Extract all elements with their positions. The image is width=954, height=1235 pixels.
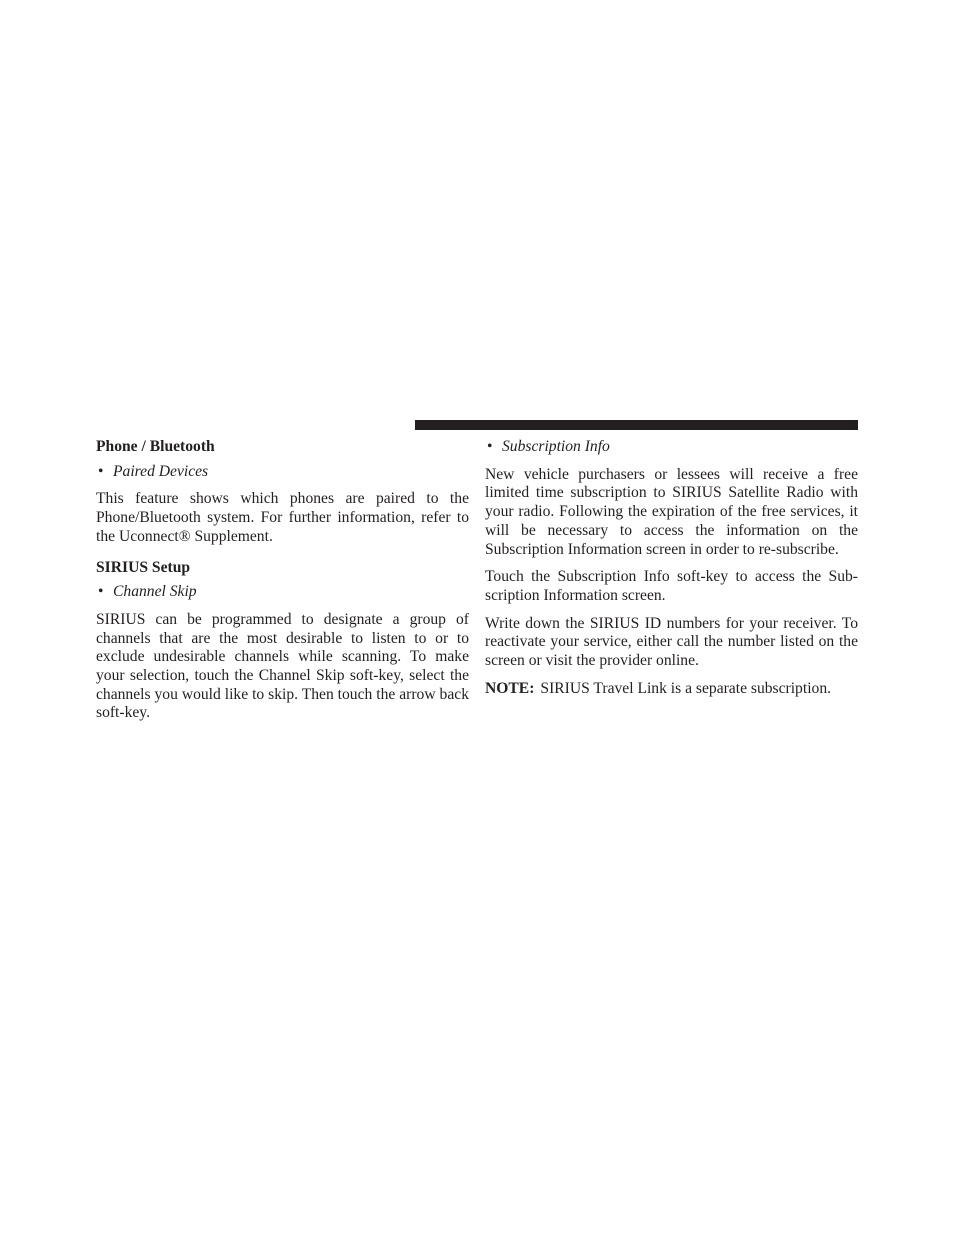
paired-devices-label: Paired Devices (113, 462, 209, 480)
bullet-icon: • (487, 438, 493, 455)
note-text: SIRIUS Travel Link is a separate subscription. (540, 679, 832, 697)
paired-devices-bullet (96, 463, 469, 482)
channel-skip-bullet (96, 583, 469, 602)
phone-bluetooth-heading: Phone / Bluetooth (96, 438, 215, 455)
subscription-para-3: Write down the SIRIUS ID numbers for your receiver. To reactivate your service, either call the number listed on the screen or visit the provider online. (485, 614, 858, 670)
paired-devices-text: This feature shows which phones are paired to the Phone/Bluetooth system. For further information, refer to the Uconnect® Supplement. (96, 490, 469, 545)
subscription-para-1: New vehicle purchasers or lessees will receive a free limited time subscription to SIRIUS Satellite Radio with your radio. Following the expiration of the free services, it will be necessary to access the information on the Subscription Information screen in order to re-subscribe. (485, 465, 858, 558)
note-paragraph (485, 680, 858, 699)
subscription-info-bullet (485, 438, 858, 457)
right-column (485, 438, 858, 707)
subscription-para-2: Touch the Subscription Info soft-key to access the Subscription Information screen. (485, 568, 858, 604)
note-label: NOTE: (485, 679, 535, 697)
sirius-setup-heading: SIRIUS Setup (96, 558, 191, 576)
channel-skip-label: Channel Skip (113, 583, 197, 601)
header-rule (415, 420, 858, 430)
bullet-icon: • (98, 462, 104, 480)
left-column (96, 438, 469, 732)
channel-skip-text: SIRIUS can be programmed to designate a group of channels that are the most desirable to listen to or to exclude undesirable channels while scanning. To make your selection, touch the Channel Skip soft-key, select the channels you would like to skip. Then touch the arrow back soft-key. (96, 610, 469, 722)
bullet-icon: • (98, 583, 104, 601)
subscription-info-label: Subscription Info (502, 438, 610, 455)
